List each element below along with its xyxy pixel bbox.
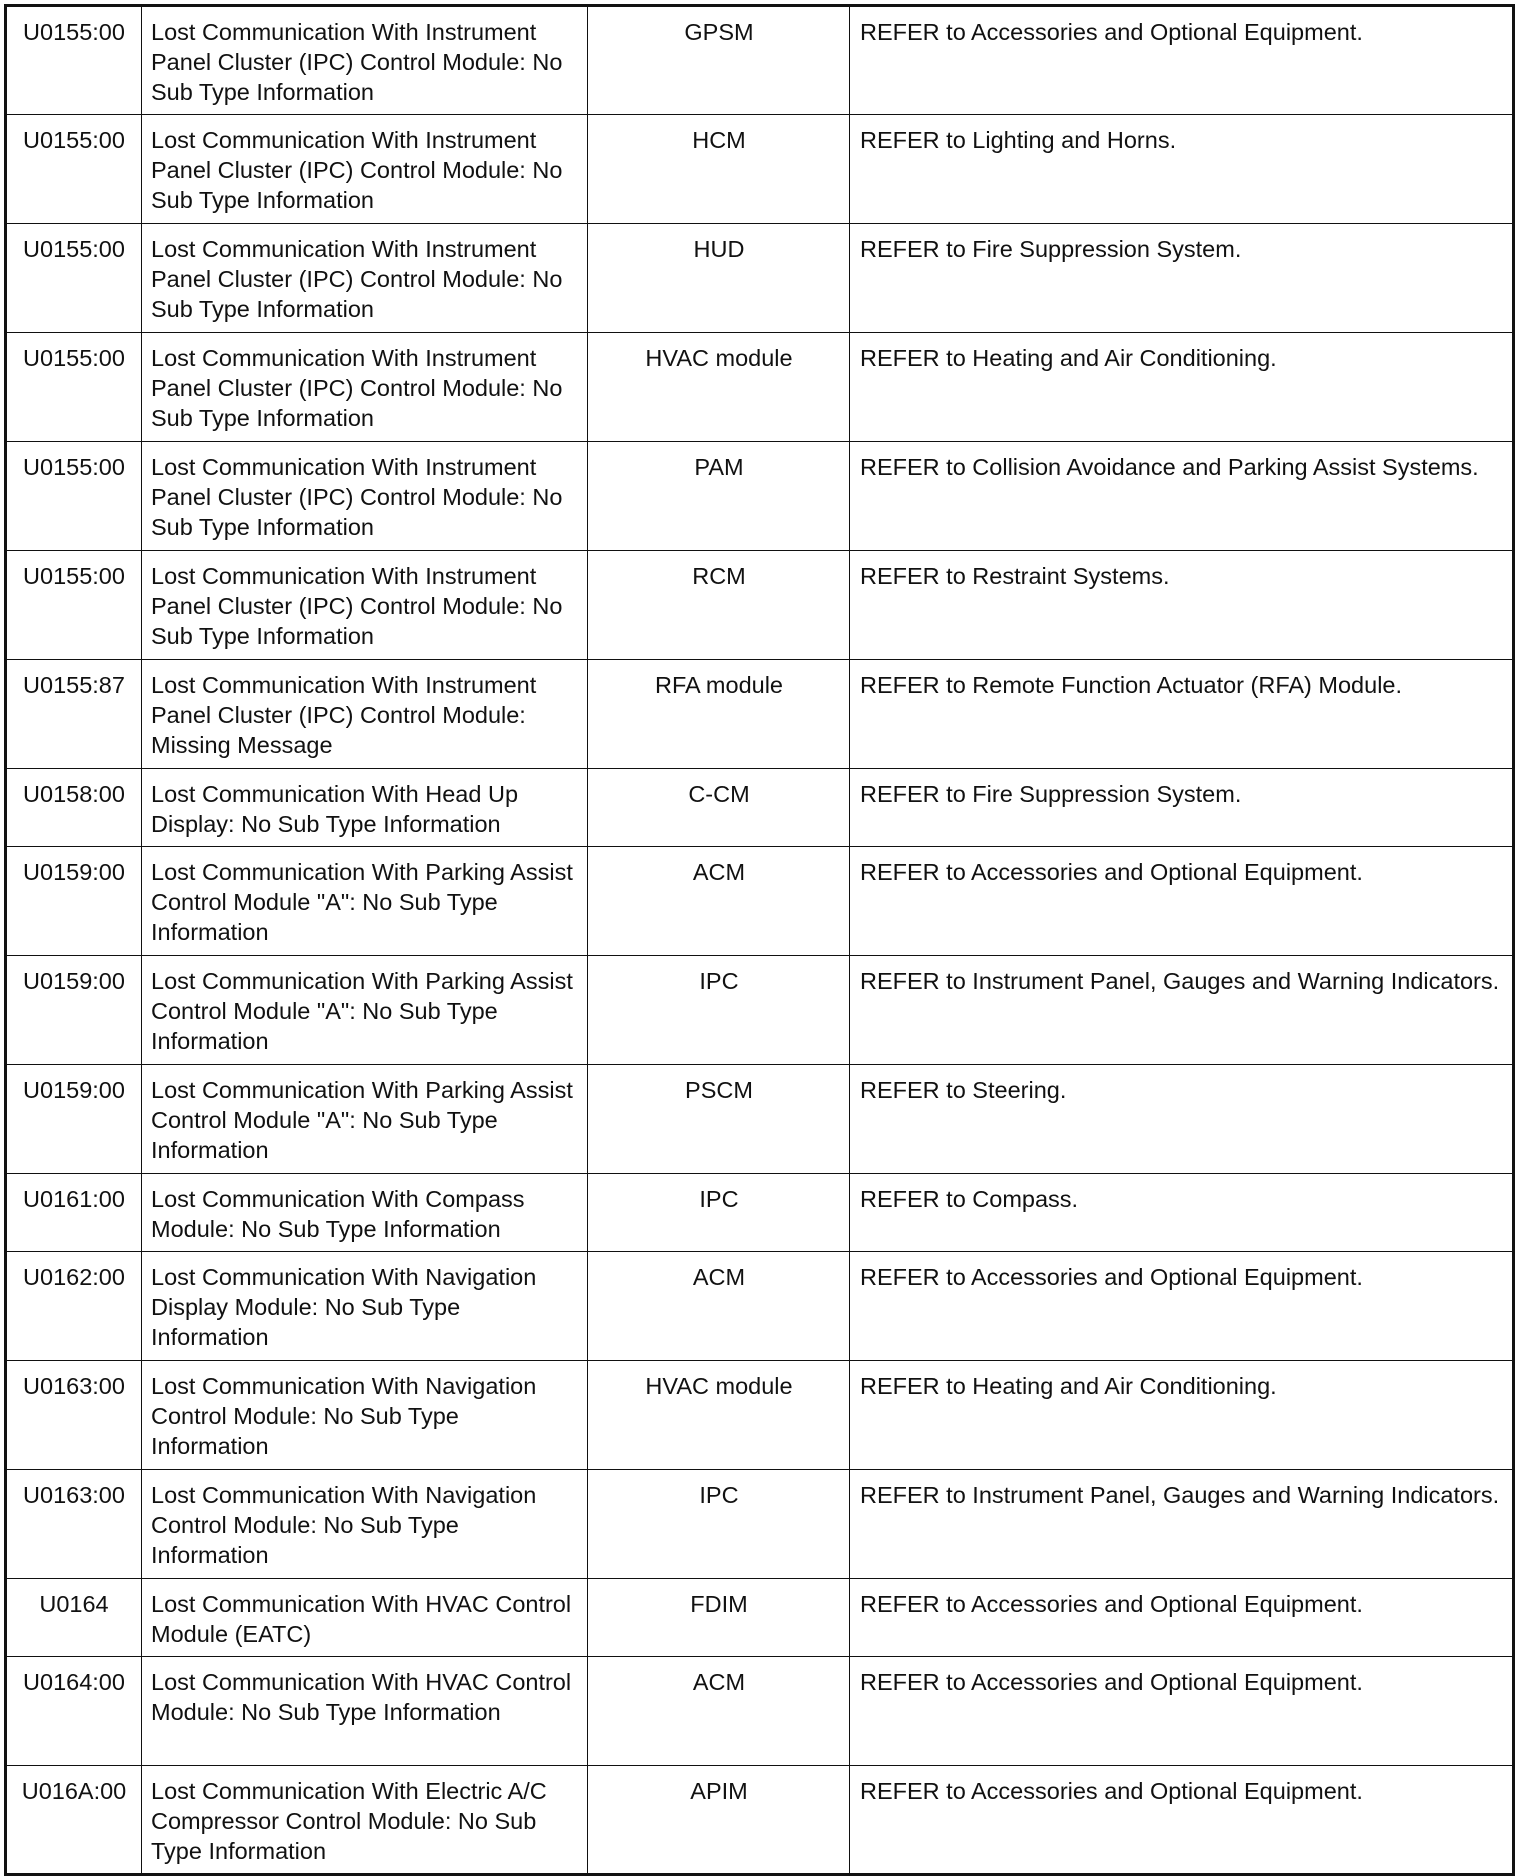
dtc-code-cell: U0155:87 [6,660,142,769]
description-cell: Lost Communication With Instrument Panel Cluster (IPC) Control Module: Missing Message [142,660,588,769]
description-cell: Lost Communication With Instrument Panel Cluster (IPC) Control Module: No Sub Type Information [142,6,588,115]
dtc-code-cell: U0159:00 [6,956,142,1065]
table-row [6,1470,1514,1579]
dtc-code-cell: U0159:00 [6,847,142,956]
description-cell: Lost Communication With Navigation Control Module: No Sub Type Information [142,1470,588,1579]
action-cell: REFER to Restraint Systems. [850,551,1514,660]
description-cell: Lost Communication With Parking Assist Control Module "A": No Sub Type Information [142,956,588,1065]
dtc-code-cell: U0163:00 [6,1470,142,1579]
action-cell: REFER to Compass. [850,1174,1514,1252]
module-cell: PSCM [588,1065,850,1174]
action-cell: REFER to Heating and Air Conditioning. [850,333,1514,442]
module-cell: APIM [588,1766,850,1875]
dtc-code-cell: U0159:00 [6,1065,142,1174]
module-cell: HCM [588,115,850,224]
table-row [6,224,1514,333]
action-cell: REFER to Accessories and Optional Equipment. [850,1579,1514,1657]
dtc-table [4,4,1515,1876]
module-cell: GPSM [588,6,850,115]
module-cell: IPC [588,956,850,1065]
action-cell: REFER to Collision Avoidance and Parking Assist Systems. [850,442,1514,551]
action-cell: REFER to Fire Suppression System. [850,769,1514,847]
action-cell: REFER to Accessories and Optional Equipment. [850,1766,1514,1875]
table-row [6,6,1514,115]
dtc-code-cell: U0155:00 [6,6,142,115]
table-row [6,956,1514,1065]
module-cell: ACM [588,847,850,956]
module-cell: HUD [588,224,850,333]
module-cell: RCM [588,551,850,660]
description-cell: Lost Communication With Parking Assist Control Module "A": No Sub Type Information [142,847,588,956]
module-cell: IPC [588,1174,850,1252]
table-row [6,1361,1514,1470]
table-row [6,1252,1514,1361]
dtc-code-cell: U0155:00 [6,551,142,660]
description-cell: Lost Communication With Parking Assist Control Module "A": No Sub Type Information [142,1065,588,1174]
action-cell: REFER to Fire Suppression System. [850,224,1514,333]
table-row [6,115,1514,224]
dtc-code-cell: U0164:00 [6,1657,142,1766]
dtc-code-cell: U0162:00 [6,1252,142,1361]
action-cell: REFER to Accessories and Optional Equipment. [850,1657,1514,1766]
dtc-code-cell: U0164 [6,1579,142,1657]
action-cell: REFER to Instrument Panel, Gauges and Warning Indicators. [850,1470,1514,1579]
table-row [6,333,1514,442]
action-cell: REFER to Instrument Panel, Gauges and Warning Indicators. [850,956,1514,1065]
module-cell: HVAC module [588,1361,850,1470]
description-cell: Lost Communication With Head Up Display: No Sub Type Information [142,769,588,847]
table-row [6,1657,1514,1766]
description-cell: Lost Communication With Instrument Panel Cluster (IPC) Control Module: No Sub Type Information [142,115,588,224]
description-cell: Lost Communication With HVAC Control Module: No Sub Type Information [142,1657,588,1766]
module-cell: IPC [588,1470,850,1579]
module-cell: C-CM [588,769,850,847]
description-cell: Lost Communication With Navigation Control Module: No Sub Type Information [142,1361,588,1470]
dtc-code-cell: U0155:00 [6,115,142,224]
description-cell: Lost Communication With Instrument Panel Cluster (IPC) Control Module: No Sub Type Information [142,224,588,333]
dtc-table-body [6,6,1514,1875]
action-cell: REFER to Steering. [850,1065,1514,1174]
dtc-code-cell: U0155:00 [6,442,142,551]
table-row [6,442,1514,551]
dtc-code-cell: U016A:00 [6,1766,142,1875]
action-cell: REFER to Lighting and Horns. [850,115,1514,224]
table-row [6,1579,1514,1657]
table-row [6,1065,1514,1174]
description-cell: Lost Communication With Instrument Panel Cluster (IPC) Control Module: No Sub Type Information [142,442,588,551]
action-cell: REFER to Heating and Air Conditioning. [850,1361,1514,1470]
table-row [6,847,1514,956]
dtc-code-cell: U0155:00 [6,224,142,333]
description-cell: Lost Communication With Electric A/C Compressor Control Module: No Sub Type Information [142,1766,588,1875]
action-cell: REFER to Remote Function Actuator (RFA) Module. [850,660,1514,769]
dtc-code-cell: U0158:00 [6,769,142,847]
module-cell: FDIM [588,1579,850,1657]
action-cell: REFER to Accessories and Optional Equipment. [850,6,1514,115]
table-row [6,551,1514,660]
description-cell: Lost Communication With HVAC Control Module (EATC) [142,1579,588,1657]
action-cell: REFER to Accessories and Optional Equipment. [850,1252,1514,1361]
table-row [6,1766,1514,1875]
description-cell: Lost Communication With Navigation Display Module: No Sub Type Information [142,1252,588,1361]
action-cell: REFER to Accessories and Optional Equipment. [850,847,1514,956]
dtc-code-cell: U0155:00 [6,333,142,442]
module-cell: ACM [588,1657,850,1766]
description-cell: Lost Communication With Instrument Panel Cluster (IPC) Control Module: No Sub Type Information [142,551,588,660]
table-row [6,1174,1514,1252]
description-cell: Lost Communication With Instrument Panel Cluster (IPC) Control Module: No Sub Type Information [142,333,588,442]
description-cell: Lost Communication With Compass Module: No Sub Type Information [142,1174,588,1252]
dtc-code-cell: U0161:00 [6,1174,142,1252]
table-row [6,660,1514,769]
module-cell: RFA module [588,660,850,769]
module-cell: HVAC module [588,333,850,442]
table-row [6,769,1514,847]
module-cell: ACM [588,1252,850,1361]
module-cell: PAM [588,442,850,551]
dtc-code-cell: U0163:00 [6,1361,142,1470]
